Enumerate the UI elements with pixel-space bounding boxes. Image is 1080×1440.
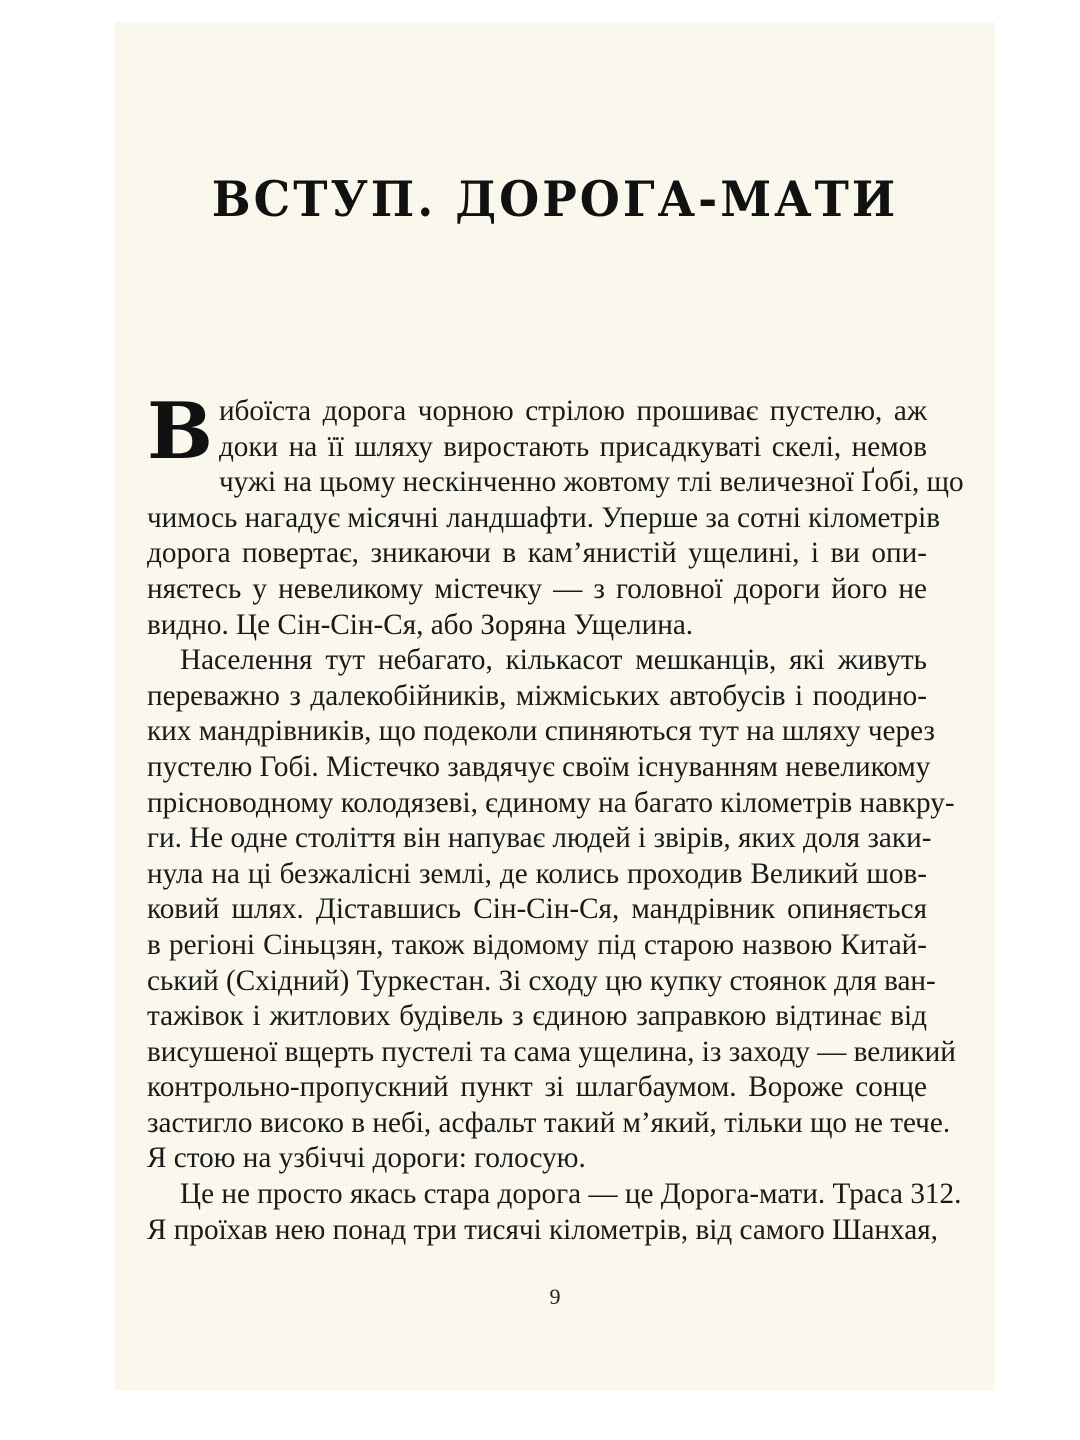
text-line: ких мандрівників, що подеколи спиняються тут на шляху через [147, 715, 935, 748]
text-line: пустелю Гобі. Містечко завдячує своїм існуванням невеликому [147, 750, 931, 783]
text-line: ковий шлях. Діставшись Сін-Сін-Ся, мандрівник опиняється [147, 893, 927, 926]
text-line: доки на її шляху виростають присадкуваті скелі, немов [218, 430, 927, 463]
text-line: Я проїхав нею понад три тисячі кілометрів, від самого Шанхая, [147, 1213, 938, 1246]
text-line: переважно з далекобійників, міжміських автобусів і поодино- [147, 679, 927, 712]
text-line: чужі на цьому нескінченно жовтому тлі величезної Ґобі, що [218, 466, 964, 499]
text-line: нула на ці безжалісні землі, де колись проходив Великий шов- [147, 857, 927, 890]
chapter-title: ВСТУП. ДОРОГА-МАТИ [211, 170, 899, 228]
text-line: ги. Не одне століття він напуває людей і звірів, яких доля заки- [147, 822, 932, 855]
book-page [115, 22, 995, 1390]
text-line: няєтесь у невеликому містечку — з головної дороги його не [147, 572, 927, 605]
text-line: Я стою на узбіччі дороги: голосую. [147, 1142, 586, 1175]
text-line: висушеної вщерть пустелі та сама ущелина, із заходу — великий [147, 1035, 956, 1068]
text-line: видно. Це Сін-Сін-Ся, або Зоряна Ущелина. [147, 608, 694, 641]
text-line: тажівок і житлових будівель з єдиною заправкою відтинає від [147, 1000, 927, 1033]
drop-cap: В [147, 386, 213, 477]
paragraph-1 [147, 386, 964, 643]
text-line: Це не просто якась стара дорога — це Дорога-мати. Траса 312. [180, 1178, 962, 1211]
body-text [147, 386, 964, 1248]
paragraph-3 [147, 1177, 962, 1248]
text-line: застигло високо в небі, асфальт такий м’який, тільки що не тече. [147, 1106, 951, 1139]
text-line: контрольно-пропускний пункт зі шлагбаумом. Вороже сонце [147, 1071, 927, 1104]
text-line: Населення тут небагато, кількасот мешканців, які живуть [180, 644, 927, 677]
page-number: 9 [549, 1284, 561, 1309]
paragraph-2 [147, 643, 956, 1177]
text-line: дорога повертає, зникаючи в кам’янистій ущелині, і ви опи- [147, 537, 927, 570]
text-line: в регіоні Сіньцзян, також відомому під старою назвою Китай- [147, 928, 927, 961]
text-line: чимось нагадує місячні ландшафти. Уперше за сотні кілометрів [147, 501, 941, 534]
text-line: ибоїста дорога чорною стрілою прошиває пустелю, аж [218, 395, 927, 427]
text-line: ський (Східний) Туркестан. Зі сходу цю купку стоянок для ван- [147, 964, 936, 997]
text-line: прісноводному колодязеві, єдиному на багато кілометрів навкру- [147, 786, 955, 819]
